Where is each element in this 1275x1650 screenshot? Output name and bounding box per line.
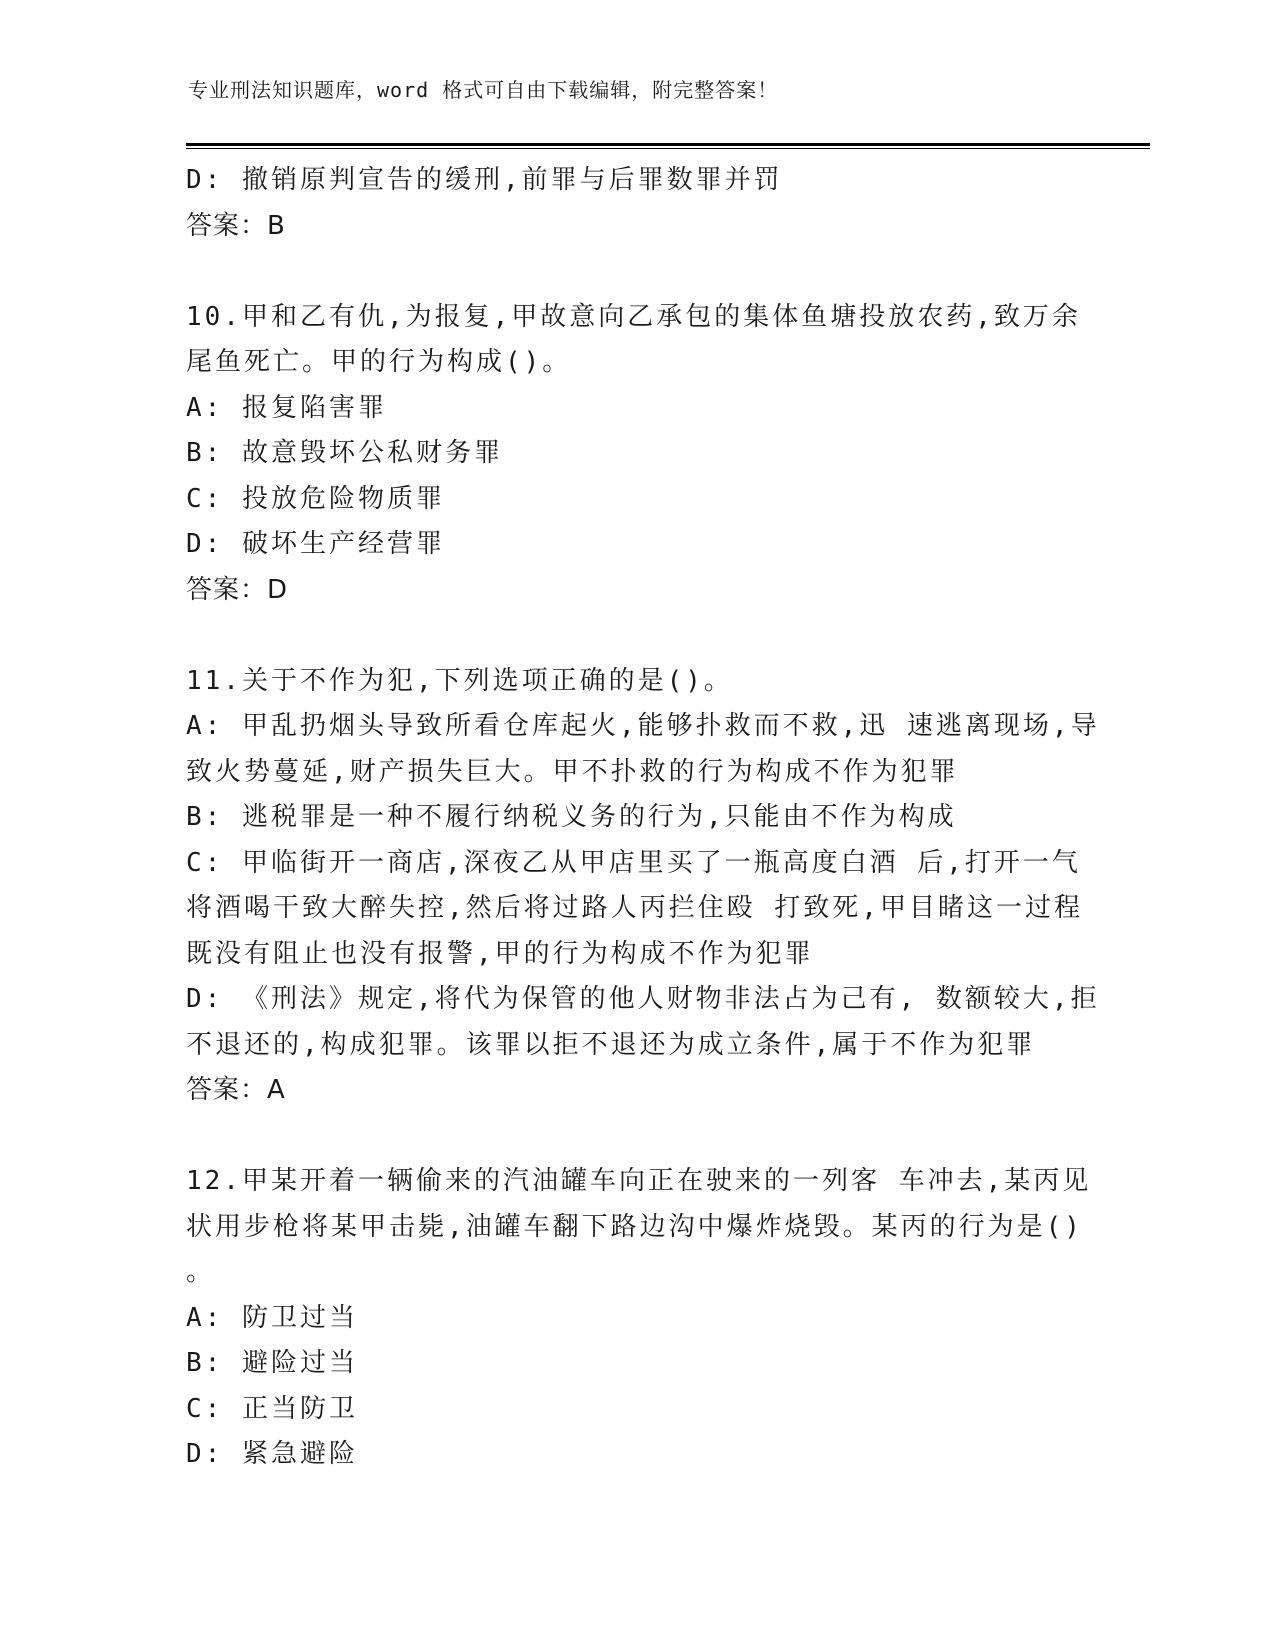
question-stem: 状用步枪将某甲击毙,油罐车翻下路边沟中爆炸烧毁。某丙的行为是() [186, 1211, 1083, 1242]
option-c: C: 甲临街开一商店,深夜乙从甲店里买了一瓶高度白酒 后,打开一气 [186, 847, 1081, 878]
spacer [186, 613, 1086, 659]
answer-line: 答案：D [186, 574, 289, 605]
option-b: B: 避险过当 [186, 1348, 358, 1378]
answer-line: 答案：A [186, 1075, 286, 1105]
option-a: A: 防卫过当 [186, 1302, 358, 1333]
option-c-cont: 既没有阻止也没有报警,甲的行为构成不作为犯罪 [186, 938, 814, 969]
option-c-cont: 将酒喝干致大醉失控,然后将过路人丙拦住殴 打致死,甲目睹这一过程 [186, 893, 1083, 923]
option-a: A: 甲乱扔烟头导致所看仓库起火,能够扑救而不救,迅 速逃离现场,导 [186, 711, 1100, 741]
option-c: C: 投放危险物质罪 [186, 483, 445, 514]
option-d-cont: 不退还的,构成犯罪。该罪以拒不退还为成立条件,属于不作为犯罪 [186, 1029, 1036, 1060]
spacer [186, 1114, 1086, 1160]
option-d: D: 破坏生产经营罪 [186, 529, 445, 559]
page-header: 专业刑法知识题库，word 格式可自由下载编辑，附完整答案！ [188, 78, 779, 102]
option-d: D: 《刑法》规定,将代为保管的他人财物非法占为己有, 数额较大,拒 [186, 984, 1100, 1014]
option-a: A: 报复陷害罪 [186, 392, 387, 423]
question-stem: 12.甲某开着一辆偷来的汽油罐车向正在驶来的一列客 车冲去,某丙见 [186, 1166, 1092, 1196]
question-stem: 尾鱼死亡。甲的行为构成()。 [186, 347, 572, 377]
question-content [186, 158, 1100, 1478]
option-d: D: 紧急避险 [186, 1439, 358, 1469]
option-b: B: 故意毁坏公私财务罪 [186, 438, 503, 468]
header-divider-thin [186, 148, 1150, 149]
question-stem: 。 [186, 1257, 216, 1287]
question-stem: 10.甲和乙有仇,为报复,甲故意向乙承包的集体鱼塘投放农药,致万余 [186, 301, 1081, 332]
option-b: B: 逃税罪是一种不履行纳税义务的行为,只能由不作为构成 [186, 802, 957, 832]
option-a-cont: 致火势蔓延,财产损失巨大。甲不扑救的行为构成不作为犯罪 [186, 756, 959, 787]
header-divider [186, 143, 1150, 146]
option-d: D: 撤销原判宣告的缓刑,前罪与后罪数罪并罚 [186, 165, 783, 195]
spacer [186, 249, 1086, 295]
answer-line: 答案：B [186, 210, 286, 241]
option-c: C: 正当防卫 [186, 1393, 358, 1424]
question-stem: 11.关于不作为犯,下列选项正确的是()。 [186, 665, 733, 696]
